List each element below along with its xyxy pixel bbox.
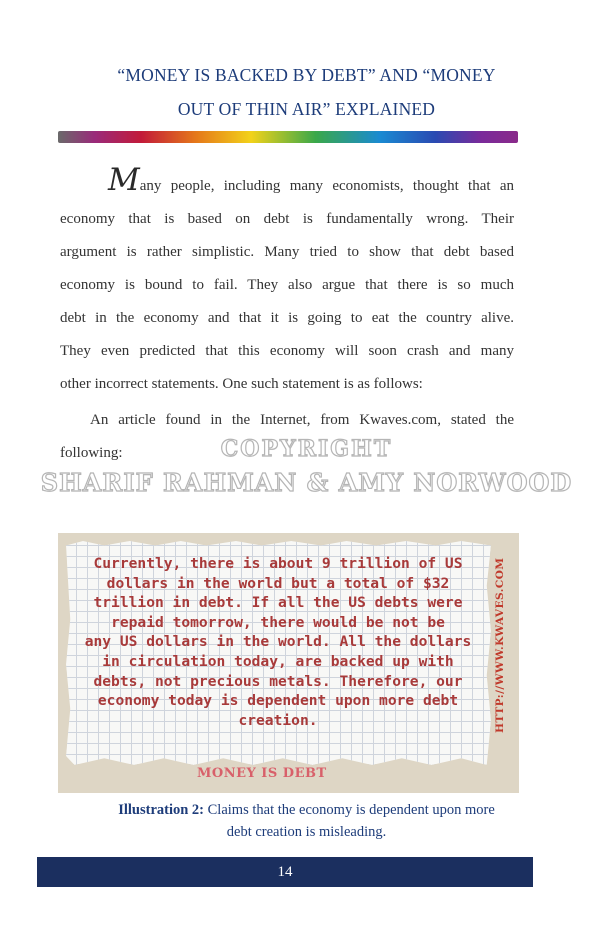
rainbow-divider: [58, 131, 518, 143]
caption-text-line-1: Claims that the economy is dependent upon more: [207, 802, 495, 818]
paragraph-line: Many people, including many economists, thought that an: [108, 162, 514, 198]
drop-cap: M: [108, 162, 140, 198]
chapter-title-line-2: OUT OF THIN AIR” EXPLAINED: [177, 99, 436, 119]
paragraph-line: economy that is based on debt is fundamentally wrong. Their: [60, 211, 514, 227]
copyright-watermark: COPYRIGHT: [220, 436, 393, 462]
paragraph-line: following:: [60, 445, 123, 461]
quote-line: dollars in the world but a total of $32: [106, 574, 450, 592]
illustration-money-is-debt: [58, 533, 519, 793]
author-watermark: SHARIF RAHMAN & AMY NORWOOD: [40, 468, 573, 497]
page-footer: [37, 857, 533, 887]
paragraph-line: An article found in the Internet, from Kwaves.com, stated the: [90, 412, 514, 428]
quote-line: any US dollars in the world. All the dollars: [84, 633, 472, 651]
paragraph-line: economy is bound to fail. They also argue that there is so much: [60, 277, 514, 293]
quote-line: debts, not precious metals. Therefore, our: [93, 672, 463, 690]
quote-line: trillion in debt. If all the US debts were: [93, 594, 463, 612]
quote-line: Currently, there is about 9 trillion of US: [93, 555, 463, 572]
quote-line: in circulation today, are backed up with: [102, 652, 454, 670]
paragraph-1: [60, 162, 514, 401]
paragraph-line: other incorrect statements. One such statement is as follows:: [60, 376, 423, 392]
chapter-title: [40, 58, 573, 126]
illustration-quote: [58, 554, 498, 730]
source-url-label: HTTP://WWW.KWAVES.COM: [494, 557, 506, 733]
paragraph-line: They even predicted that this economy will soon crash and many: [60, 343, 514, 359]
quote-line: economy today is dependent upon more debt: [97, 692, 459, 710]
paragraph-line: argument is rather simplistic. Many tried to show that debt based: [60, 244, 514, 260]
quote-line: creation.: [238, 711, 318, 729]
page-number: 14: [277, 864, 293, 880]
paragraph-line: debt in the economy and that it is going to eat the country alive.: [60, 310, 514, 326]
caption-label: Illustration 2:: [118, 802, 205, 818]
caption-text-line-2: debt creation is misleading.: [226, 824, 387, 840]
chapter-title-line-1: “MONEY IS BACKED BY DEBT” AND “MONEY: [117, 65, 496, 85]
money-is-debt-label: MONEY IS DEBT: [197, 766, 327, 781]
quote-line: repaid tomorrow, there would be not be: [111, 613, 445, 631]
illustration-caption: [40, 799, 573, 843]
